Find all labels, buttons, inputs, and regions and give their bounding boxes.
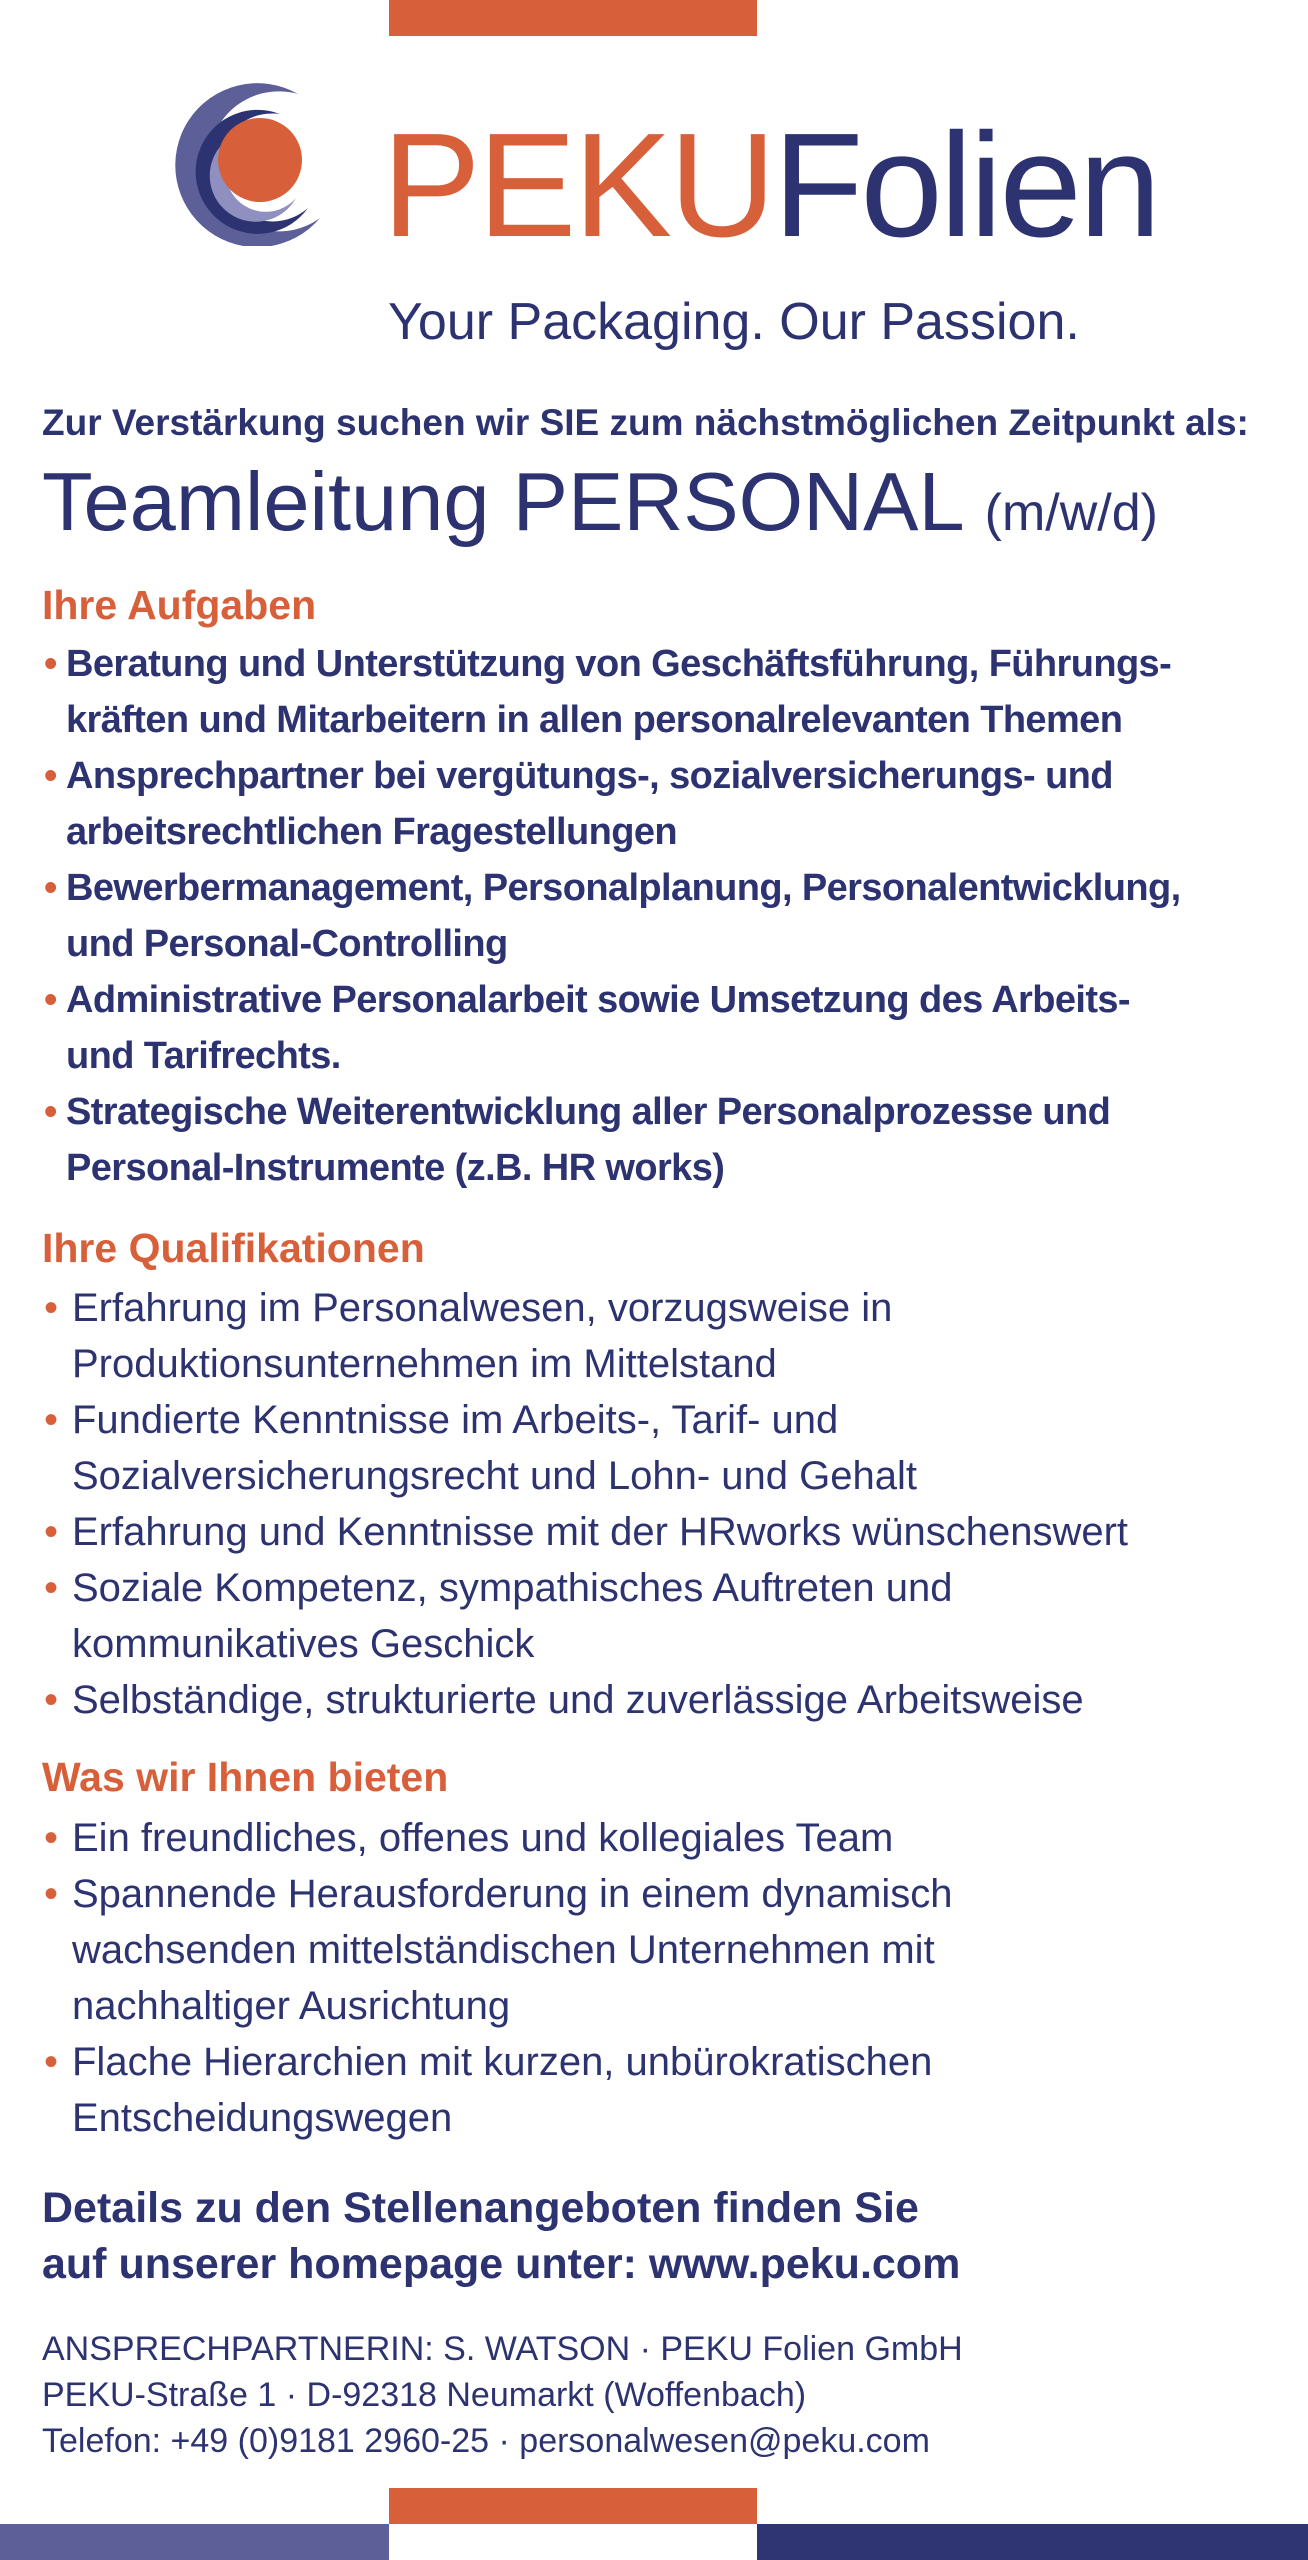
offer-item-text: Ein freundliches, offenes und kollegiales Team <box>72 1816 894 1860</box>
job-title <box>42 456 1158 547</box>
brand-name-part2: Folien <box>773 103 1159 268</box>
bullet-icon: • <box>44 2040 59 2084</box>
list-item <box>42 1810 953 1866</box>
list-item <box>42 860 1181 972</box>
bottom-left-bar <box>0 2524 389 2560</box>
tasks-list <box>42 636 1181 1196</box>
qualifications-heading: Ihre Qualifikationen <box>42 1225 425 1271</box>
list-item <box>42 1392 1128 1504</box>
brand-tagline: Your Packaging. Our Passion. <box>388 293 1080 351</box>
list-item <box>42 1084 1181 1196</box>
bullet-icon: • <box>44 1678 59 1722</box>
list-item <box>42 1504 1128 1560</box>
bullet-icon: • <box>44 1872 59 1916</box>
offers-list <box>42 1810 953 2146</box>
offer-item-text: Spannende Herausforderung in einem dynamisch wachsenden mittelständischen Unternehmen mit nachhaltiger Ausrichtung <box>72 1872 953 2028</box>
job-title-text: Teamleitung PERSONAL <box>42 455 962 548</box>
qualification-item-text: Erfahrung im Personalwesen, vorzugsweise in Produktionsunternehmen im Mittelstand <box>72 1286 893 1386</box>
brand-name-part1: PEKU <box>382 103 774 268</box>
bottom-right-bar <box>757 2524 1308 2560</box>
bullet-icon: • <box>44 1510 59 1554</box>
tasks-heading: Ihre Aufgaben <box>42 582 317 628</box>
bullet-icon: • <box>44 979 58 1021</box>
list-item <box>42 1560 1128 1672</box>
list-item <box>42 748 1181 860</box>
contact-info: ANSPRECHPARTNERIN: S. WATSON · PEKU Folien GmbH PEKU-Straße 1 · D-92318 Neumarkt (Woffenbach) Telefon: +49 (0)9181 2960-25 · personalwesen@peku.com <box>42 2330 963 2460</box>
job-title-suffix: (m/w/d) <box>984 484 1158 542</box>
bullet-icon: • <box>44 867 58 909</box>
top-accent-bar <box>389 0 757 36</box>
bullet-icon: • <box>44 1566 59 1610</box>
qualification-item-text: Fundierte Kenntnisse im Arbeits-, Tarif- und Sozialversicherungsrecht und Lohn- und Gehalt <box>72 1398 917 1498</box>
task-item-text: Bewerbermanagement, Personalplanung, Personalentwicklung, und Personal-Controlling <box>66 867 1181 965</box>
brand-wordmark <box>382 103 1159 268</box>
list-item <box>42 2034 953 2146</box>
peku-logo-icon <box>148 80 344 246</box>
task-item-text: Ansprechpartner bei vergütungs-, sozialversicherungs- und arbeitsrechtlichen Fragestellungen <box>66 755 1113 853</box>
bullet-icon: • <box>44 1816 59 1860</box>
bullet-icon: • <box>44 643 58 685</box>
task-item-text: Strategische Weiterentwicklung aller Personalprozesse und Personal-Instrumente (z.B. HR works) <box>66 1091 1111 1189</box>
list-item <box>42 972 1181 1084</box>
list-item <box>42 1672 1128 1728</box>
qualification-item-text: Soziale Kompetenz, sympathisches Auftreten und kommunikatives Geschick <box>72 1566 953 1666</box>
offer-item-text: Flache Hierarchien mit kurzen, unbürokratischen Entscheidungswegen <box>72 2040 933 2140</box>
details-text: Details zu den Stellenangeboten finden Sie auf unserer homepage unter: www.peku.com <box>42 2184 961 2288</box>
bullet-icon: • <box>44 1091 58 1133</box>
bottom-accent-bar <box>389 2488 757 2524</box>
list-item <box>42 1866 953 2034</box>
offers-heading: Was wir Ihnen bieten <box>42 1754 449 1800</box>
list-item <box>42 1280 1128 1392</box>
qualification-item-text: Selbständige, strukturierte und zuverlässige Arbeitsweise <box>72 1678 1084 1722</box>
intro-text: Zur Verstärkung suchen wir SIE zum nächstmöglichen Zeitpunkt als: <box>42 402 1249 443</box>
qualifications-list <box>42 1280 1128 1728</box>
bullet-icon: • <box>44 755 58 797</box>
bullet-icon: • <box>44 1398 59 1442</box>
qualification-item-text: Erfahrung und Kenntnisse mit der HRworks wünschenswert <box>72 1510 1129 1554</box>
bullet-icon: • <box>44 1286 59 1330</box>
task-item-text: Administrative Personalarbeit sowie Umsetzung des Arbeits- und Tarifrechts. <box>66 979 1130 1077</box>
task-item-text: Beratung und Unterstützung von Geschäftsführung, Führungs- kräften und Mitarbeitern in allen personalrelevanten Themen <box>66 643 1172 741</box>
list-item <box>42 636 1181 748</box>
